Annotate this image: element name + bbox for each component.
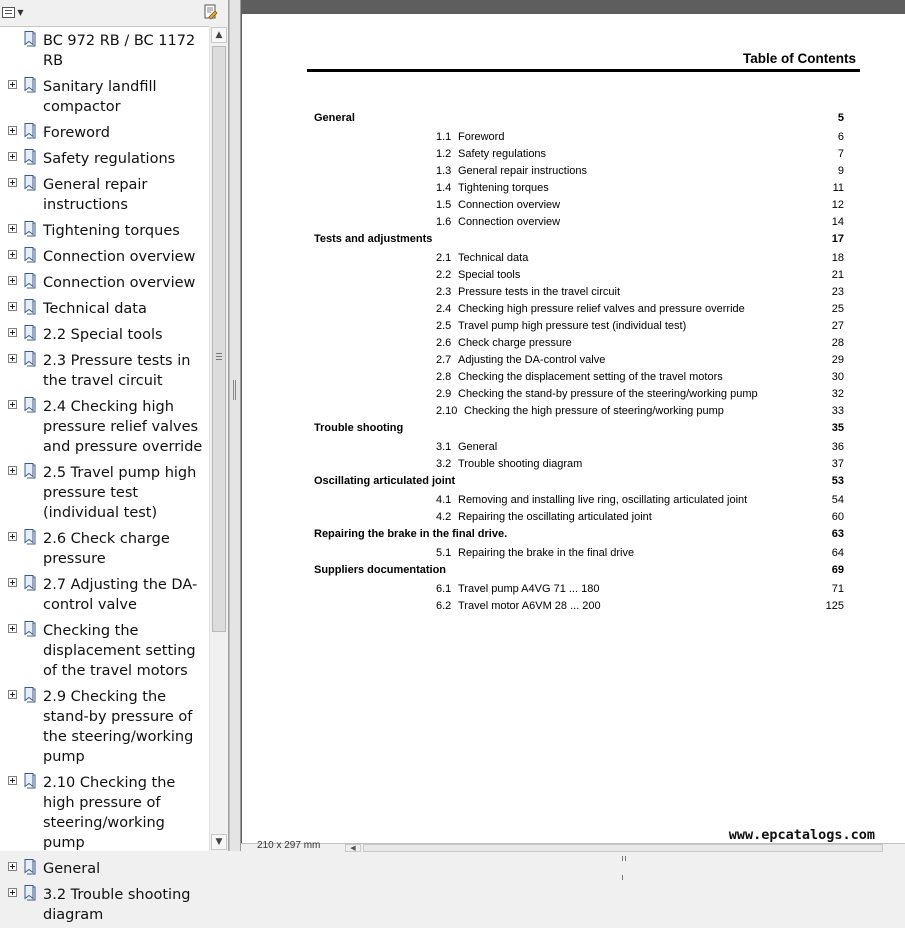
list-options-icon [2,7,15,18]
toc-entry-title: Repairing the oscillating articulated joint [458,511,652,523]
toc-entry-number: 2.8 [436,371,452,383]
bookmark-label: 2.7 Adjusting the DA-control valve [43,577,198,613]
toc-entry-title: Trouble shooting diagram [458,458,583,470]
bookmark-label: 2.3 Pressure tests in the travel circuit [43,353,191,389]
toc-page-number: 54 [831,494,844,506]
bookmark-icon [24,299,36,315]
watermark: www.epcatalogs.com [728,827,875,843]
toc-entry[interactable] [242,129,905,145]
toc-page-number: 32 [831,388,844,400]
toc-entry-title: Repairing the brake in the final drive [458,547,635,559]
toc-entry[interactable] [242,492,905,508]
toc-entry-title: Removing and installing live ring, oscillating articulated joint [458,494,748,506]
toc-page-number: 9 [837,165,844,177]
bookmark-item[interactable] [0,172,209,218]
bookmark-icon [24,221,36,237]
toc-entry[interactable] [242,284,905,300]
toc-entry-number: 2.1 [436,252,452,264]
toc-entry-number: 5.1 [436,547,452,559]
expand-plus-icon[interactable] [8,466,17,475]
horizontal-scrollbar[interactable] [363,844,883,852]
bookmark-icon [24,463,36,479]
toc-entry[interactable] [242,403,905,419]
toc-entry[interactable] [242,581,905,597]
bookmark-icon [24,149,36,165]
toc-entry[interactable] [242,439,905,455]
expand-plus-icon[interactable] [8,624,17,633]
bookmark-icon [24,31,36,47]
bookmark-item[interactable] [0,74,209,120]
document-page [242,14,905,843]
toc-entry-title: General [458,441,498,453]
expand-plus-icon[interactable] [8,126,17,135]
scroll-left-button[interactable]: ◀ [345,844,361,852]
toc-page-number: 18 [831,252,844,264]
bookmark-item[interactable] [0,120,209,146]
toc-entry-number: 1.2 [436,148,452,160]
bookmark-icon [24,123,36,139]
bookmarks-vertical-scrollbar[interactable] [209,26,228,851]
expand-plus-icon[interactable] [8,276,17,285]
toc-entry-number: 2.10 [436,405,458,417]
toc-page-number: 6 [837,131,844,143]
bookmark-item[interactable] [0,146,209,172]
toc-entry-title: Checking the high pressure of steering/working pump [464,405,724,417]
toc-entry[interactable] [242,250,905,266]
toc-entry-title: Foreword [458,131,505,143]
bookmark-item[interactable] [0,244,209,270]
expand-plus-icon[interactable] [8,888,17,897]
toc-entry-number: 2.2 [436,269,452,281]
toc-entry-number: 4.1 [436,494,452,506]
toc-page-number: 28 [831,337,844,349]
toc-entry-title: Connection overview [458,199,561,211]
toc-page-number: 53 [831,475,844,487]
bookmark-icon [24,247,36,263]
toc-page-number: 69 [831,564,844,576]
bookmark-item[interactable] [0,460,209,526]
toc-entry-title: Travel motor A6VM 28 ... 200 [458,600,601,612]
toc-page-number: 11 [832,182,844,194]
toc-page-number: 7 [837,148,844,160]
bookmark-icon [24,77,36,93]
expand-plus-icon[interactable] [8,862,17,871]
toc-page-number: 21 [831,269,844,281]
bookmark-icon [24,621,36,637]
bookmark-item[interactable] [0,270,209,296]
bookmark-label: 3.2 Trouble shooting diagram [43,887,191,923]
toc-entry[interactable] [242,163,905,179]
toc-entry[interactable] [242,456,905,472]
toc-entry-title: General repair instructions [458,165,588,177]
toc-entry-number: 4.2 [436,511,452,523]
toc-entry-number: 6.2 [436,600,452,612]
bookmark-label: 2.5 Travel pump high pressure test (individual test) [43,465,197,521]
bookmark-item[interactable] [0,296,209,322]
bookmark-label: Connection overview [43,249,196,265]
toc-page-number: 12 [831,199,844,211]
toc-entry-title: Check charge pressure [458,337,572,349]
toc-page-number: 23 [831,286,844,298]
toc-page-number: 71 [831,583,844,595]
toc-entry-number: 1.6 [436,216,452,228]
splitter-grip-icon [233,380,237,400]
toc-page-number: 25 [831,303,844,315]
toc-entry-number: 3.2 [436,458,452,470]
toc-entry-number: 6.1 [436,583,452,595]
toc-page-number: 64 [831,547,844,559]
toc-entry-title: Adjusting the DA-control valve [458,354,606,366]
bookmark-item[interactable] [0,684,209,770]
toc-entry-number: 1.4 [436,182,452,194]
toc-page-number: 5 [837,112,844,124]
bookmark-label: 2.6 Check charge pressure [43,531,170,567]
toc-section-title: General [314,112,355,124]
toc-entry[interactable] [242,197,905,213]
expand-plus-icon[interactable] [8,690,17,699]
toc-entry-title: Special tools [458,269,521,281]
toc-entry-title: Pressure tests in the travel circuit [458,286,621,298]
scroll-down-button[interactable]: ▼ [211,834,227,850]
bookmark-label: Safety regulations [43,151,176,167]
expand-current-bookmark-button[interactable] [201,2,221,22]
bookmark-item[interactable] [0,882,209,928]
bookmark-item[interactable] [0,348,209,394]
status-bar [241,840,905,852]
bookmark-icon [24,273,36,289]
toc-section[interactable] [242,562,905,578]
expand-plus-icon[interactable] [8,152,17,161]
expand-plus-icon[interactable] [8,302,17,311]
toc-page-number: 27 [831,320,844,332]
expand-plus-icon[interactable] [8,250,17,259]
toc-entry-number: 1.5 [436,199,452,211]
toc-entry-number: 2.6 [436,337,452,349]
title-rule [307,69,860,72]
bookmark-label: Tightening torques [43,223,180,239]
toc-section-title: Repairing the brake in the final drive. [314,528,508,540]
bookmark-icon [24,885,36,901]
toc-entry[interactable] [242,267,905,283]
bookmark-item[interactable] [0,770,209,856]
bookmark-item[interactable] [0,394,209,460]
toc-page-number: 125 [825,600,844,612]
expand-plus-icon[interactable] [8,178,17,187]
bookmarks-panel [0,0,229,923]
toc-section-title: Suppliers documentation [314,564,447,576]
toc-section-title: Trouble shooting [314,422,404,434]
toc-entry-number: 2.3 [436,286,452,298]
toc-entry-title: Checking the displacement setting of the travel motors [458,371,723,383]
expand-plus-icon[interactable] [8,224,17,233]
toc-entry[interactable] [242,318,905,334]
toc-section[interactable] [242,110,905,126]
bookmark-icon [24,351,36,367]
toc-entry-title: Travel pump A4VG 71 ... 180 [458,583,600,595]
grip-icon [216,353,222,360]
bookmark-icon [24,773,36,789]
bookmark-label: General [43,861,101,877]
toc-entry-number: 3.1 [436,441,452,453]
toc-entry-title: Tightening torques [458,182,549,194]
expand-plus-icon[interactable] [8,776,17,785]
expand-plus-icon[interactable] [8,80,17,89]
scroll-up-button[interactable]: ▲ [211,27,227,43]
expand-plus-icon[interactable] [8,328,17,337]
toc-section[interactable] [242,420,905,436]
bookmark-item[interactable] [0,526,209,572]
toc-entry-title: Checking the stand-by pressure of the steering/working pump [458,388,758,400]
toc-entry-number: 2.5 [436,320,452,332]
expand-plus-icon[interactable] [8,578,17,587]
bookmark-icon [24,687,36,703]
bookmark-item[interactable] [0,322,209,348]
expand-plus-icon[interactable] [8,354,17,363]
toc-entry[interactable] [242,545,905,561]
toc-entry-title: Technical data [458,252,529,264]
toc-entry[interactable] [242,214,905,230]
toc-section-title: Oscillating articulated joint [314,475,456,487]
bookmark-label: 2.10 Checking the high pressure of steering/working pump [43,775,176,851]
expand-plus-icon[interactable] [8,400,17,409]
toc-entry[interactable] [242,598,905,614]
toc-page-number: 36 [831,441,844,453]
toc-entry[interactable] [242,386,905,402]
page-title: Table of Contents [743,51,856,66]
bookmark-item[interactable] [0,618,209,684]
toc-page-number: 33 [831,405,844,417]
bookmark-label: 2.2 Special tools [43,327,163,343]
toc-section[interactable] [242,473,905,489]
toc-page-number: 35 [831,422,844,434]
page-size-label: 210 x 297 mm [257,840,321,851]
bookmark-tree [0,26,209,923]
toc-entry-number: 2.4 [436,303,452,315]
bookmarks-toolbar [0,0,228,27]
bookmark-icon [24,397,36,413]
bookmark-icon [24,529,36,545]
toc-page-number: 63 [831,528,844,540]
toc-entry[interactable] [242,352,905,368]
bookmark-label: Connection overview [43,275,196,291]
panel-splitter[interactable] [229,0,241,851]
bookmark-label: 2.4 Checking high pressure relief valves and pressure override [43,399,203,455]
toc-entry-title: Connection overview [458,216,561,228]
bookmark-label: Technical data [43,301,147,317]
toc-page-number: 37 [831,458,844,470]
toc-section-title: Tests and adjustments [314,233,433,245]
toc-entry-number: 2.7 [436,354,452,366]
toc-entry-number: 2.9 [436,388,452,400]
toc-entry-title: Safety regulations [458,148,547,160]
bookmark-label: Sanitary landfill compactor [43,79,157,115]
bookmark-label: BC 972 RB / BC 1172 RB [43,33,196,69]
toc-page-number: 29 [831,354,844,366]
bookmark-icon [24,575,36,591]
options-menu-button[interactable] [1,2,25,22]
toc-entry[interactable] [242,301,905,317]
bookmark-icon [24,325,36,341]
bookmark-icon [24,175,36,191]
toc-entry-title: Checking high pressure relief valves and pressure override [458,303,745,315]
expand-bookmark-icon [203,4,219,20]
bookmark-item[interactable] [0,218,209,244]
toc-entry[interactable] [242,146,905,162]
bookmark-item[interactable] [0,572,209,618]
grip-icon [622,846,630,851]
bookmark-label: Checking the displacement setting of the travel motors [43,623,196,679]
bookmark-item[interactable] [0,856,209,882]
bookmark-label: General repair instructions [43,177,148,213]
toc-entry[interactable] [242,180,905,196]
toc-page-number: 30 [831,371,844,383]
toc-entry[interactable] [242,509,905,525]
expand-plus-icon[interactable] [8,532,17,541]
bookmark-item[interactable] [0,28,209,74]
toc-entry[interactable] [242,369,905,385]
toc-page-number: 17 [831,233,844,245]
toc-section[interactable] [242,231,905,247]
toc-entry-number: 1.1 [436,131,452,143]
toc-entry[interactable] [242,335,905,351]
bookmark-label: Foreword [43,125,110,141]
scroll-thumb[interactable] [212,46,226,632]
bookmark-label: 2.9 Checking the stand-by pressure of the steering/working pump [43,689,194,765]
dropdown-arrow-icon: ▼ [17,7,24,17]
toc-page-number: 14 [831,216,844,228]
toc-entry-number: 1.3 [436,165,452,177]
toc-section[interactable] [242,526,905,542]
bookmark-icon [24,859,36,875]
toc-page-number: 60 [831,511,844,523]
toc-entry-title: Travel pump high pressure test (individual test) [458,320,687,332]
